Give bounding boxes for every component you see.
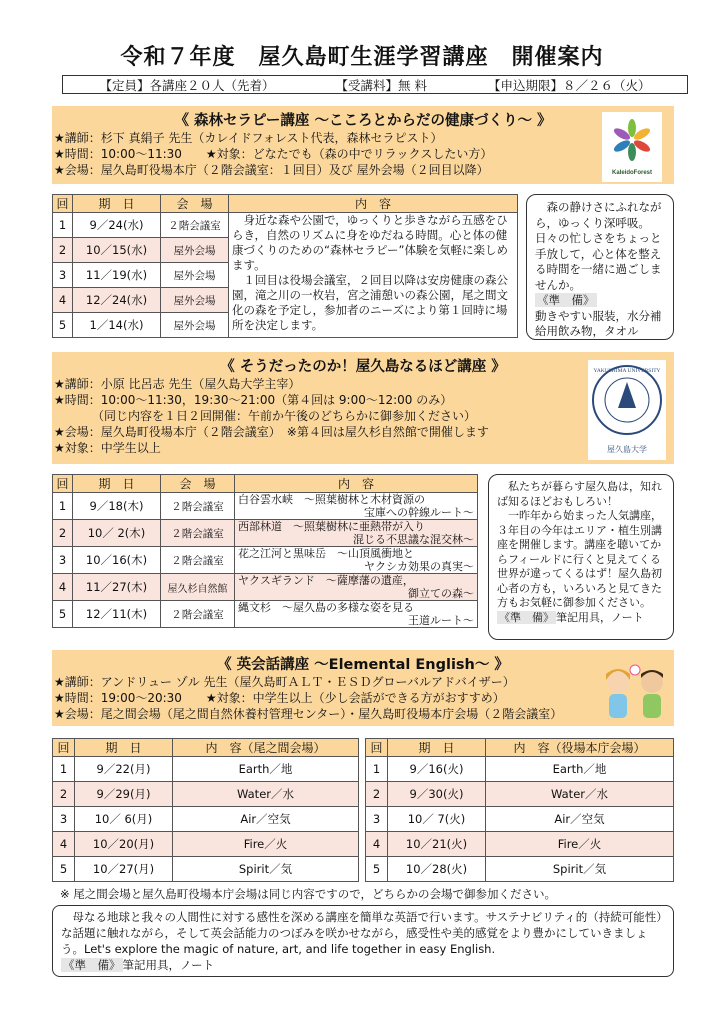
row-topic: Spirit／気	[173, 857, 359, 882]
row-venue: 屋外会場	[161, 288, 229, 313]
english-lecturer: ★講師：アンドリュー ゾル 先生（屋久島町ＡＬＴ・ＥＳＤグローバルアドバイザー）	[54, 675, 515, 689]
english-table-onoaida	[52, 738, 359, 882]
row-no: 5	[53, 313, 73, 338]
naruhodo-time2: （同じ内容を１日２回開催：午前か午後のどちらかに御参加ください）	[92, 409, 477, 423]
col-date: 期 日	[73, 195, 161, 213]
forest-venue: ★会場：屋久島町役場本庁（２階会議室：１回目）及び 屋外会場（２回目以降）	[54, 163, 489, 177]
col-venue: 会 場	[161, 195, 229, 213]
col-content: 内 容（役場本庁会場）	[486, 739, 674, 757]
table-row	[53, 782, 359, 807]
col-date: 期 日	[75, 739, 173, 757]
english-right-header	[366, 739, 674, 757]
row-date: 11／27(木)	[73, 574, 161, 601]
topic-line1: 白谷雲水峡 〜照葉樹林と木材資源の	[238, 493, 425, 506]
row-date: 12／11(木)	[73, 601, 161, 628]
row-no: 1	[366, 757, 388, 782]
row-date: 10／21(火)	[388, 832, 486, 857]
row-date: 9／30(火)	[388, 782, 486, 807]
table-row	[53, 574, 478, 601]
forest-prep-label: 《準 備》	[537, 293, 595, 307]
row-topic: Earth／地	[173, 757, 359, 782]
english-title: 《 英会話講座 〜Elemental English〜 》	[217, 657, 509, 673]
table-row	[53, 493, 478, 520]
row-topic: Water／水	[486, 782, 674, 807]
naruhodo-title: 《 そうだったのか！屋久島なるほど講座 》	[220, 359, 506, 375]
table-row	[53, 213, 518, 238]
topic-line2: 御立ての森〜	[408, 587, 474, 600]
col-no: 回	[53, 195, 73, 213]
table-row	[53, 601, 478, 628]
table-row	[366, 807, 674, 832]
row-date: 9／16(火)	[388, 757, 486, 782]
naruhodo-table-header	[53, 475, 478, 493]
row-no: 1	[53, 213, 73, 238]
row-date: 12／24(水)	[73, 288, 161, 313]
row-no: 4	[53, 574, 73, 601]
row-no: 1	[53, 493, 73, 520]
naruhodo-prep-text: 筆記用具，ノート	[556, 610, 644, 624]
table-row	[53, 807, 359, 832]
row-date: 10／ 7(火)	[388, 807, 486, 832]
forest-content: 身近な森や公園で，ゆっくりと歩きながら五感をひらき，自然のリズムに身をゆだねる時間。心と体の健康づくりのための“森林セラピー”体験を気軽に楽しめます。 １回目は役場会議室，２回目以降は安房健康の森公園，滝之川の一枚岩，宮之浦憩いの森公園，尾之間文化の森を予定し，参加者のニーズにより第１回時に場所を決定します。	[229, 213, 518, 338]
row-topic	[235, 547, 478, 574]
topic-line1: 花之江河と黒味岳 〜山頂風衝地と	[238, 547, 414, 560]
row-date: 10／ 6(月)	[75, 807, 173, 832]
conversation-illustration	[600, 660, 672, 720]
row-venue: 屋外会場	[161, 263, 229, 288]
row-no: 2	[53, 238, 73, 263]
row-date: 9／29(月)	[75, 782, 173, 807]
table-row	[53, 547, 478, 574]
topic-line2: 混じる不思議な混交林〜	[353, 533, 474, 546]
row-date: 10／20(月)	[75, 832, 173, 857]
row-topic	[235, 601, 478, 628]
deadline-text: 【申込期限】８／２６（火）	[487, 77, 651, 93]
row-date: 1／14(水)	[73, 313, 161, 338]
row-topic: Earth／地	[486, 757, 674, 782]
row-no: 2	[53, 520, 73, 547]
row-topic: Fire／火	[173, 832, 359, 857]
row-venue: ２階会議室	[161, 493, 235, 520]
forest-title: 《 森林セラピー講座 〜こころとからだの健康づくり〜 》	[174, 113, 552, 129]
row-no: 3	[53, 807, 75, 832]
forest-table	[52, 194, 518, 338]
row-no: 5	[366, 857, 388, 882]
logo-caption: 屋久島大学	[607, 445, 647, 454]
yakushima-university-logo	[588, 360, 666, 460]
row-venue: ２階会議室	[161, 601, 235, 628]
row-no: 3	[53, 263, 73, 288]
row-no: 5	[53, 601, 73, 628]
row-date: 10／28(火)	[388, 857, 486, 882]
forest-side-text: 森の静けさにふれながら，ゆっくり深呼吸。日々の忙しさをちょっと手放して，心と体を整える時間を一緒に過ごしませんか。	[535, 200, 662, 292]
forest-prep-text: 動きやすい服装，水分補給用飲み物，タオル	[535, 308, 662, 338]
row-topic: Water／水	[173, 782, 359, 807]
row-date: 9／22(月)	[75, 757, 173, 782]
row-date: 10／27(月)	[75, 857, 173, 882]
row-date: 9／18(木)	[73, 493, 161, 520]
col-no: 回	[53, 475, 73, 493]
row-no: 1	[53, 757, 75, 782]
row-date: 10／ 2(木)	[73, 520, 161, 547]
forest-side-box	[526, 194, 674, 340]
row-no: 4	[366, 832, 388, 857]
row-venue: 屋外会場	[161, 238, 229, 263]
naruhodo-target: ★対象：中学生以上	[54, 441, 161, 455]
table-row	[53, 857, 359, 882]
naruhodo-venue: ★会場：屋久島町役場本庁（２階会議室） ※第４回は屋久杉自然館で開催します	[54, 425, 489, 439]
row-date: 9／24(水)	[73, 213, 161, 238]
logo-ring-text: YAKUSHIMA UNIVERSITY	[593, 368, 661, 374]
english-table-honcho	[365, 738, 674, 882]
naruhodo-table	[52, 474, 478, 628]
table-row	[53, 520, 478, 547]
forest-lecturer: ★講師：杉下 真絹子 先生（カレイドフォレスト代表，森林セラピスト）	[54, 131, 443, 145]
english-prep-label: 《準 備》	[63, 958, 121, 972]
row-topic: Fire／火	[486, 832, 674, 857]
row-no: 4	[53, 832, 75, 857]
col-date: 期 日	[73, 475, 161, 493]
topic-line1: ヤクスギランド 〜薩摩藩の遺産，	[238, 574, 414, 587]
table-row	[53, 757, 359, 782]
col-no: 回	[53, 739, 75, 757]
row-no: 3	[366, 807, 388, 832]
col-content: 内 容（尾之間会場）	[173, 739, 359, 757]
row-topic	[235, 493, 478, 520]
row-topic	[235, 574, 478, 601]
naruhodo-time: ★時間：10:00〜11:30，19:30〜21:00（第４回は 9:00〜12:00 のみ）	[54, 393, 453, 407]
english-note: ※ 尾之間会場と屋久島町役場本庁会場は同じ内容ですので，どちらかの会場で御参加ください。	[60, 887, 557, 901]
row-topic: Spirit／気	[486, 857, 674, 882]
row-no: 3	[53, 547, 73, 574]
info-bar	[62, 75, 688, 94]
english-left-header	[53, 739, 359, 757]
col-no: 回	[366, 739, 388, 757]
english-venue: ★会場：尾之間会場（尾之間自然休養村管理センター）・屋久島町役場本庁会場（２階会議室）	[54, 707, 563, 721]
naruhodo-prep-label: 《準 備》	[499, 610, 554, 624]
table-row	[366, 782, 674, 807]
table-row	[53, 832, 359, 857]
row-no: 2	[366, 782, 388, 807]
fee-text: 【受講料】無 料	[335, 77, 427, 93]
english-time: ★時間：19:00〜20:30 ★対象：中学生以上（少し会話ができる方がおすすめ）	[54, 691, 505, 705]
page-title: 令和７年度 屋久島町生涯学習講座 開催案内	[120, 45, 604, 70]
english-header	[52, 650, 674, 726]
table-row	[366, 832, 674, 857]
row-date: 11／19(水)	[73, 263, 161, 288]
naruhodo-header	[52, 352, 674, 464]
row-venue: 屋久杉自然館	[161, 574, 235, 601]
row-no: 5	[53, 857, 75, 882]
col-date: 期 日	[388, 739, 486, 757]
english-desc-box	[52, 905, 674, 977]
col-content: 内 容	[229, 195, 518, 213]
row-venue: ２階会議室	[161, 547, 235, 574]
table-row	[366, 757, 674, 782]
naruhodo-side-text: 私たちが暮らす屋久島は，知れば知るほどおもしろい！ 一昨年から始まった人気講座，３年目の今年はエリア・植生別講座を開催します。講座を聴いてからフィールドに行くと見えてくる世界が違ってくるはず！屋久島初心者の方も，いろいろと見てきた方もお気軽に御参加ください。	[497, 480, 662, 609]
row-date: 10／15(水)	[73, 238, 161, 263]
row-no: 4	[53, 288, 73, 313]
english-desc: 母なる地球と我々の人間性に対する感性を深める講座を簡単な英語で行います。サステナビリティ的（持続可能性）な話題に触れながら，そして英会話能力のつぼみを咲かせながら，感受性や美的感覚をより豊かにしていきましょう。Let's explore the magic of nature, art, and life together in easy English.	[61, 910, 662, 956]
row-venue: ２階会議室	[161, 213, 229, 238]
topic-line1: 縄文杉 〜屋久島の多様な姿を見る	[238, 601, 414, 614]
topic-line1: 西部林道 〜照葉樹林に亜熱帯が入り	[238, 520, 425, 533]
kaleidoforest-logo-text: KaleidoForest	[611, 170, 653, 176]
kaleidoforest-logo	[602, 112, 662, 182]
row-topic: Air／空気	[173, 807, 359, 832]
forest-time: ★時間：10:00〜11:30 ★対象：どなたでも（森の中でリラックスしたい方）	[54, 147, 493, 161]
capacity-text: 【定員】各講座２０人（先着）	[99, 77, 275, 93]
topic-line2: ヤクシカ効果の真実〜	[364, 560, 474, 573]
row-venue: ２階会議室	[161, 520, 235, 547]
english-prep-text: 筆記用具，ノート	[122, 958, 215, 972]
row-topic	[235, 520, 478, 547]
topic-line2: 宝庫への幹線ルート〜	[364, 506, 474, 519]
forest-table-header	[53, 195, 518, 213]
row-no: 2	[53, 782, 75, 807]
forest-header	[52, 106, 674, 184]
row-topic: Air／空気	[486, 807, 674, 832]
row-venue: 屋外会場	[161, 313, 229, 338]
col-content: 内 容	[235, 475, 478, 493]
naruhodo-lecturer: ★講師：小原 比呂志 先生（屋久島大学主宰）	[54, 377, 301, 391]
topic-line2: 王道ルート〜	[408, 614, 474, 627]
naruhodo-side-box	[488, 474, 674, 640]
col-venue: 会 場	[161, 475, 235, 493]
row-date: 10／16(木)	[73, 547, 161, 574]
table-row	[366, 857, 674, 882]
